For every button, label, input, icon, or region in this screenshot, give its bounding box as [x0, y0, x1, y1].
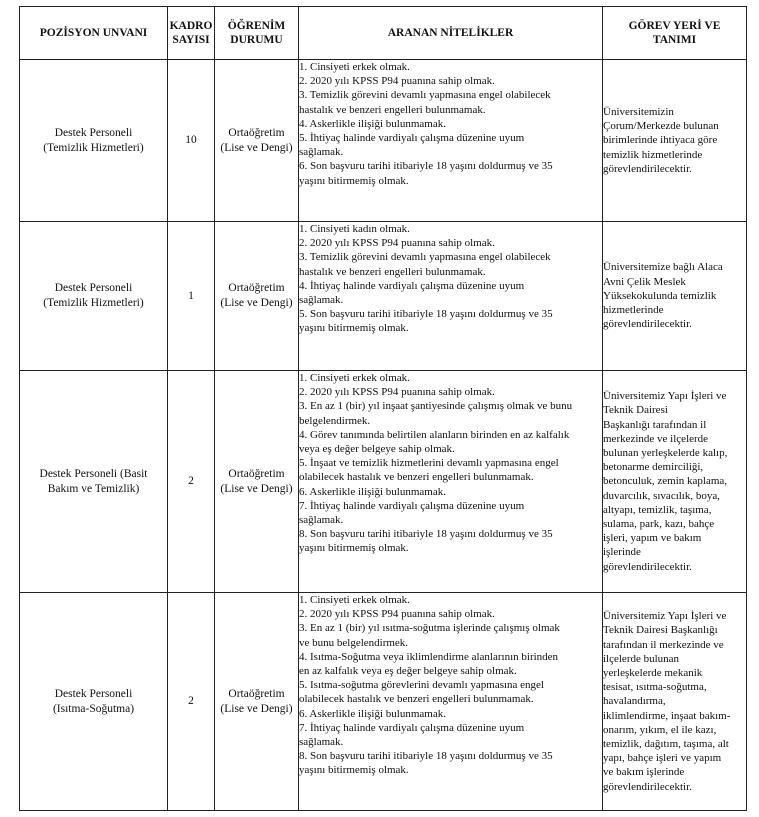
education-cell: [215, 371, 299, 593]
quota-count-cell: [168, 593, 215, 811]
requirement-line: sağlamak.: [299, 294, 344, 307]
header-row: [20, 7, 747, 60]
duty-place-line: tarafından il merkezinde ve: [603, 638, 724, 651]
requirement-line: 3. Temizlik görevini devamlı yapmasına engel olabilecek: [299, 251, 551, 264]
requirement-line: 6. Askerlikle ilişiği bulunmamak.: [299, 707, 446, 720]
position-title-cell: [20, 371, 168, 593]
requirement-line: sağlamak.: [299, 146, 344, 159]
duty-place-line: ilçelerde bulunan: [603, 652, 680, 665]
job-positions-table: [19, 6, 747, 811]
requirement-line: 7. İhtiyaç halinde vardiyalı çalışma düzenine uyum: [299, 499, 525, 512]
table-row: [20, 60, 747, 222]
requirement-line: en az kalfalık veya eş değer belgeye sahip olmak.: [299, 665, 517, 678]
requirement-line: 8. Son başvuru tarihi itibariyle 18 yaşını doldurmuş ve 35: [299, 750, 553, 763]
requirement-line: 3. Temizlik görevini devamlı yapmasına engel olabilecek: [299, 89, 551, 102]
duty-place-line: betonculuk, zemin kaplama,: [603, 475, 728, 488]
duty-place-line: duvarcılık, sıvacılık, boya,: [603, 489, 720, 502]
duty-place-line: Avni Çelik Meslek: [603, 275, 686, 288]
position-title-line: Destek Personeli: [54, 126, 133, 139]
education-line: Ortaöğretim: [228, 687, 285, 700]
duty-place-line: birimlerinde ihtiyaca göre: [603, 134, 718, 147]
header-place: GÖREV YERİ VE TANIMI: [603, 7, 747, 60]
requirement-line: sağlamak.: [299, 514, 344, 527]
header-quota: KADRO SAYISI: [168, 7, 215, 60]
education-cell: [215, 222, 299, 371]
duty-place-line: temizlik hizmetlerinde: [603, 148, 703, 161]
duty-place-line: hizmetlerinde: [603, 304, 664, 317]
duty-place-line: onarım, yıkım, el ile kazı,: [603, 723, 717, 736]
requirement-line: yaşını bitirmemiş olmak.: [299, 174, 409, 187]
quota-count: 2: [188, 475, 194, 487]
position-title-line: Destek Personeli (Basit: [39, 467, 148, 480]
requirement-line: hastalık ve benzeri engelleri bulunmamak.: [299, 103, 486, 116]
requirement-line: 1. Cinsiyeti kadın olmak.: [299, 223, 410, 235]
duty-place-line: temizlik, dağıtım, taşıma, alt: [603, 738, 729, 750]
duty-place-line: görevlendirilecektir.: [603, 780, 692, 793]
position-title-line: (Temizlik Hizmetleri): [43, 141, 144, 154]
requirement-line: 5. Son başvuru tarihi itibariyle 18 yaşını doldurmuş ve 35: [299, 308, 553, 321]
quota-count-cell: [168, 60, 215, 222]
duty-place-line: betonarme demirciliği,: [603, 461, 704, 474]
requirement-line: 1. Cinsiyeti erkek olmak.: [299, 372, 410, 384]
header-requirements: ARANAN NİTELİKLER: [299, 7, 603, 60]
duty-place-line: altyapı, temizlik, taşıma,: [603, 503, 712, 516]
duty-place-line: Yüksekokulunda temizlik: [603, 289, 717, 302]
requirement-line: 3. En az 1 (bir) yıl inşaat şantiyesinde çalışmış olmak ve bunu: [299, 400, 573, 413]
position-title-cell: [20, 593, 168, 811]
requirement-line: 2. 2020 yılı KPSS P94 puanına sahip olmak.: [299, 386, 495, 399]
table-row: [20, 593, 747, 811]
requirements-cell: [299, 222, 603, 371]
requirement-line: 4. Askerlikle ilişiği bulunmamak.: [299, 117, 446, 130]
quota-count: 1: [188, 289, 194, 302]
requirement-line: 1. Cinsiyeti erkek olmak.: [299, 594, 410, 606]
requirement-line: 4. Görev tanımında belirtilen alanların birinden en az kalfalık: [299, 428, 570, 441]
duty-place-line: Üniversitemiz Yapı İşleri ve: [603, 390, 727, 403]
duty-place-line: görevlendirilecektir.: [603, 162, 692, 175]
table-row: [20, 371, 747, 593]
duty-place-line: görevlendirilecektir.: [603, 318, 692, 331]
education-line: (Lise ve Dengi): [220, 482, 293, 495]
duty-place-line: sulama, park, kazı, bahçe: [603, 518, 715, 530]
duty-place-cell: [603, 371, 747, 593]
requirements-cell: [299, 371, 603, 593]
header-position: POZİSYON UNVANI: [20, 7, 168, 60]
education-line: (Lise ve Dengi): [220, 141, 293, 154]
requirement-line: hastalık ve benzeri engelleri bulunmamak.: [299, 265, 486, 278]
position-title-line: Destek Personeli: [54, 282, 133, 294]
duty-place-line: Çorum/Merkezde bulunan: [603, 120, 719, 133]
requirement-line: veya eş değer belgeye sahip olmak.: [299, 443, 455, 456]
requirement-line: sağlamak.: [299, 736, 344, 749]
header-education: ÖĞRENİM DURUMU: [215, 7, 299, 60]
education-line: Ortaöğretim: [228, 126, 285, 139]
position-title-line: (Isıtma-Soğutma): [52, 702, 135, 715]
duty-place-cell: [603, 60, 747, 222]
requirement-line: 2. 2020 yılı KPSS P94 puanına sahip olmak.: [299, 237, 495, 250]
duty-place-line: Teknik Dairesi: [603, 404, 668, 417]
requirement-line: 8. Son başvuru tarihi itibariyle 18 yaşını doldurmuş ve 35: [299, 528, 553, 541]
requirements-cell: [299, 60, 603, 222]
quota-count-cell: [168, 371, 215, 593]
education-cell: [215, 593, 299, 811]
requirement-line: 3. En az 1 (bir) yıl ısıtma-soğutma işlerinde çalışmış olmak: [299, 622, 560, 635]
requirement-line: 2. 2020 yılı KPSS P94 puanına sahip olmak.: [299, 75, 495, 88]
duty-place-line: yerleşkelerde mekanik: [603, 666, 703, 679]
requirement-line: olabilecek hastalık ve benzeri engelleri bulunmamak.: [299, 471, 534, 484]
education-line: (Lise ve Dengi): [220, 297, 293, 309]
requirement-line: 6. Son başvuru tarihi itibariyle 18 yaşını doldurmuş ve 35: [299, 160, 553, 173]
education-line: Ortaöğretim: [228, 282, 285, 294]
quota-count: 10: [185, 134, 197, 146]
requirement-line: ve bunu belgelendirmek.: [299, 636, 409, 649]
requirement-line: olabilecek hastalık ve benzeri engelleri bulunmamak.: [299, 693, 534, 706]
requirement-line: 4. İhtiyaç halinde vardiyalı çalışma düzenine uyum: [299, 279, 525, 292]
requirement-line: 5. İhtiyaç halinde vardiyalı çalışma düzenine uyum: [299, 132, 525, 145]
education-line: Ortaöğretim: [228, 467, 285, 480]
position-title-line: Destek Personeli: [54, 687, 133, 700]
duty-place-line: Teknik Dairesi Başkanlığı: [603, 624, 718, 637]
position-title-line: (Temizlik Hizmetleri): [43, 297, 144, 309]
requirement-line: 7. İhtiyaç halinde vardiyalı çalışma düzenine uyum: [299, 721, 525, 734]
duty-place-line: işleri, yapım ve bakım: [603, 532, 702, 545]
duty-place-line: havalandırma,: [603, 695, 666, 708]
duty-place-line: Başkanlığı tarafından il: [603, 418, 707, 431]
duty-place-line: ve bakım işlerinde: [603, 766, 685, 779]
duty-place-line: Üniversitemiz Yapı İşleri ve: [603, 610, 727, 623]
duty-place-line: Üniversitemizin: [603, 105, 674, 118]
education-cell: [215, 60, 299, 222]
duty-place-cell: [603, 593, 747, 811]
requirements-cell: [299, 593, 603, 811]
requirement-line: 6. Askerlikle ilişiği bulunmamak.: [299, 485, 446, 498]
requirement-line: 5. İnşaat ve temizlik hizmetlerini devamlı yapmasına engel: [299, 457, 559, 470]
duty-place-line: merkezinde ve ilçelerde: [603, 432, 709, 445]
table-row: [20, 222, 747, 371]
education-line: (Lise ve Dengi): [220, 702, 293, 715]
duty-place-line: tesisat, ısıtma-soğutma,: [603, 681, 707, 694]
duty-place-line: görevlendirilecektir.: [603, 560, 692, 573]
duty-place-line: işlerinde: [603, 546, 641, 559]
position-title-cell: [20, 60, 168, 222]
requirement-line: 5. Isıtma-soğutma görevlerini devamlı yapmasına engel: [299, 679, 544, 692]
requirement-line: 1. Cinsiyeti erkek olmak.: [299, 61, 410, 73]
duty-place-cell: [603, 222, 747, 371]
quota-count: 2: [188, 695, 194, 707]
quota-count-cell: [168, 222, 215, 371]
duty-place-line: yapı, bahçe işleri ve yapım: [603, 752, 722, 765]
requirement-line: yaşını bitirmemiş olmak.: [299, 542, 409, 555]
position-title-cell: [20, 222, 168, 371]
duty-place-line: Üniversitemize bağlı Alaca: [603, 261, 723, 274]
position-title-line: Bakım ve Temizlik): [47, 482, 140, 495]
requirement-line: yaşını bitirmemiş olmak.: [299, 764, 409, 777]
requirement-line: belgelendirmek.: [299, 414, 371, 427]
requirement-line: 2. 2020 yılı KPSS P94 puanına sahip olmak.: [299, 608, 495, 621]
duty-place-line: iklimlendirme, inşaat bakım-: [603, 709, 731, 722]
requirement-line: yaşını bitirmemiş olmak.: [299, 322, 409, 335]
requirement-line: 4. Isıtma-Soğutma veya iklimlendirme alanlarının birinden: [299, 650, 559, 663]
duty-place-line: bulunan yerleşkelerde kalıp,: [603, 446, 728, 459]
